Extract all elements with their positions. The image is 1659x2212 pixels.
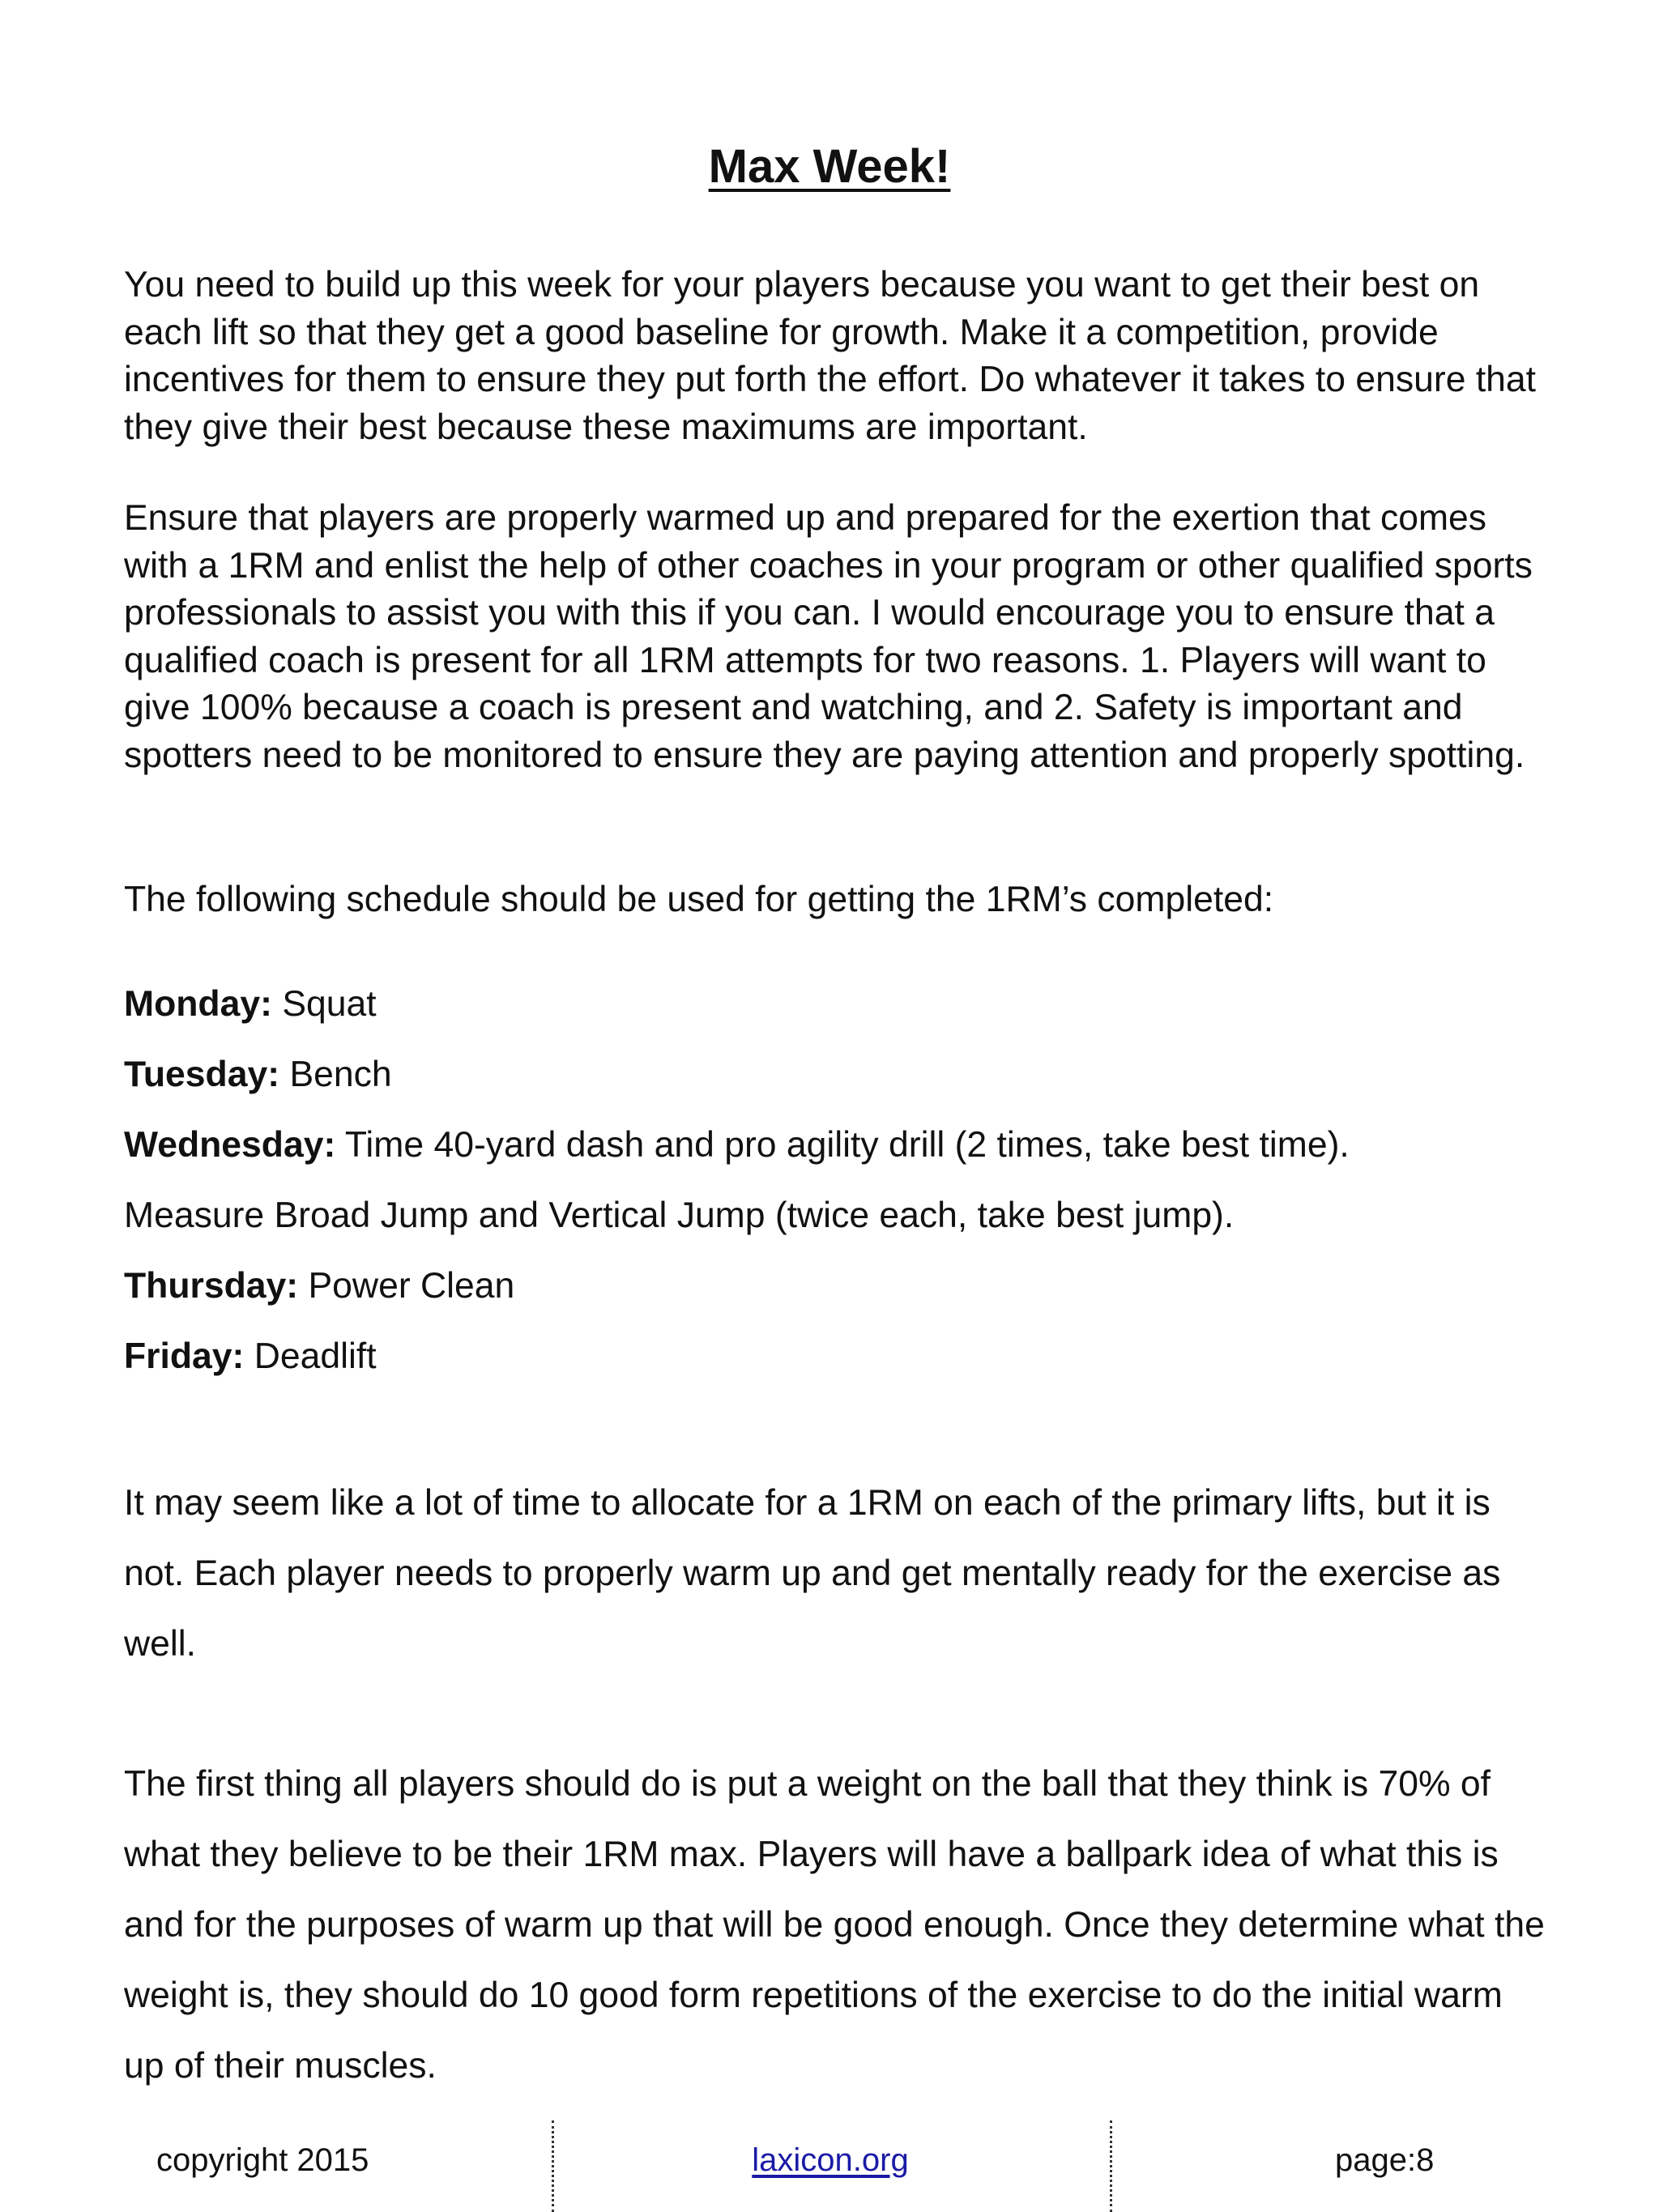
first-thing-paragraph: The first thing all players should do is put a weight on the ball that they think is 70% of what they believe to be their 1RM max. Players will have a ballpark idea of what this is and for the purposes of warm up that will be good enough. Once they determine what the weight is, they should do 10 good form repetitions of the exercise to do the initial warm up of their muscles. <box>124 1764 1545 2086</box>
time-paragraph: It may seem like a lot of time to allocate for a 1RM on each of the primary lifts, but it is not. Each player needs to properly warm up and get mentally ready for the exercise as well. <box>124 1483 1501 1664</box>
schedule-activity: Measure Broad Jump and Vertical Jump (twice each, take best jump). <box>124 1196 1235 1235</box>
schedule-item-monday <box>124 969 1582 1039</box>
schedule-day: Wednesday: <box>124 1125 336 1165</box>
schedule-item-wednesday-continued <box>124 1180 1582 1251</box>
schedule-intro-paragraph: The following schedule should be used for getting the 1RM’s completed: <box>124 880 1274 919</box>
schedule-list <box>124 969 1582 1392</box>
schedule-day: Monday: <box>124 984 272 1024</box>
schedule-activity: Time 40-yard dash and pro agility drill (2 times, take best time). <box>344 1125 1350 1165</box>
schedule-day: Tuesday: <box>124 1055 280 1094</box>
schedule-day: Thursday: <box>124 1266 299 1306</box>
intro-paragraph: You need to build up this week for your players because you want to get their best on each lift so that they get a good baseline for growth. Make it a competition, provide incentives for them to ensure they put forth the effort. Do whatever it takes to ensure that they give their best because these maximums are important. <box>124 265 1537 447</box>
schedule-day: Friday: <box>124 1336 245 1376</box>
schedule-item-tuesday <box>124 1039 1582 1110</box>
warmup-paragraph: Ensure that players are properly warmed up and prepared for the exertion that comes with a 1RM and enlist the help of other coaches in your program or other qualified sports professionals to assist you with this if you can. I would encourage you to ensure that a qualified coach is present for all 1RM attempts for two reasons. 1. Players will want to give 100% because a coach is present and watching, and 2. Safety is important and spotters need to be monitored to ensure they are paying attention and properly spotting. <box>124 498 1533 775</box>
schedule-item-thursday <box>124 1251 1582 1321</box>
page-title: Max Week! <box>708 140 951 193</box>
page-footer <box>0 2120 1659 2212</box>
footer-website-link[interactable]: laxicon.org <box>752 2142 909 2178</box>
schedule-activity: Bench <box>289 1055 392 1094</box>
footer-page-number: page:8 <box>1335 2142 1435 2178</box>
footer-divider <box>1110 2120 1112 2212</box>
schedule-item-friday <box>124 1321 1582 1392</box>
schedule-activity: Squat <box>282 984 377 1024</box>
footer-copyright: copyright 2015 <box>156 2142 369 2178</box>
schedule-activity: Power Clean <box>308 1266 515 1306</box>
schedule-item-wednesday <box>124 1110 1582 1180</box>
schedule-activity: Deadlift <box>254 1336 377 1376</box>
